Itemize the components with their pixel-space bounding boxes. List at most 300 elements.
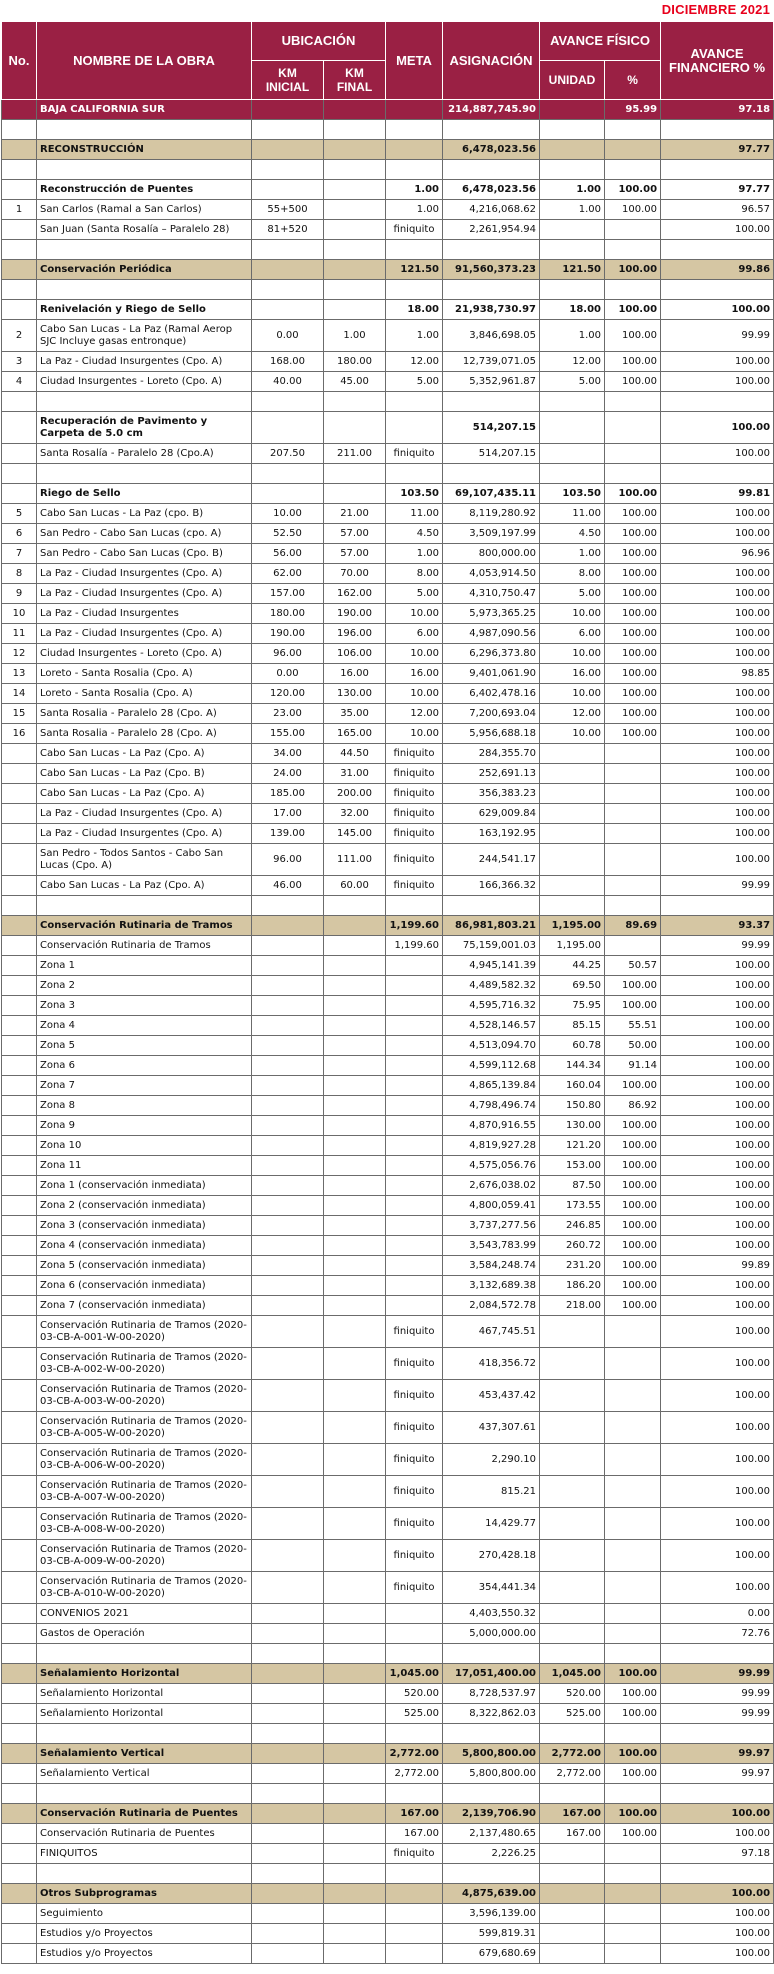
cell-pct [605, 220, 661, 240]
cell-avance-financiero: 100.00 [661, 1380, 774, 1412]
cell-km-final: 35.00 [324, 704, 386, 724]
cell-meta: 5.00 [386, 584, 443, 604]
cell-km-final [324, 1924, 386, 1944]
cell-nombre: Gastos de Operación [37, 1624, 252, 1644]
cell-no [2, 1664, 37, 1684]
prog-row [2, 1664, 774, 1684]
cell-unidad [540, 1380, 605, 1412]
cell-km-inicial [252, 996, 324, 1016]
cell-no: 4 [2, 372, 37, 392]
cell-asignacion: 437,307.61 [443, 1412, 540, 1444]
cell-meta [386, 976, 443, 996]
state-row [2, 100, 774, 120]
cell-meta: 18.00 [386, 300, 443, 320]
cell-km-final [324, 916, 386, 936]
cell-pct [605, 1540, 661, 1572]
cell-nombre: Señalamiento Vertical [37, 1744, 252, 1764]
cell-asignacion: 284,355.70 [443, 744, 540, 764]
cell-km-final [324, 936, 386, 956]
table-row [2, 804, 774, 824]
cell-no [2, 140, 37, 160]
cell-unidad [540, 1348, 605, 1380]
cell-km-inicial [252, 1624, 324, 1644]
cell-km-final [324, 896, 386, 916]
cell-km-final: 130.00 [324, 684, 386, 704]
cell-no [2, 1644, 37, 1664]
cell-avance-financiero: 100.00 [661, 1036, 774, 1056]
cell-km-final: 31.00 [324, 764, 386, 784]
cell-km-inicial [252, 956, 324, 976]
cell-no [2, 1744, 37, 1764]
cell-km-inicial [252, 100, 324, 120]
cell-unidad: 16.00 [540, 664, 605, 684]
cell-meta [386, 1924, 443, 1944]
cell-km-inicial [252, 1904, 324, 1924]
cell-asignacion: 4,945,141.39 [443, 956, 540, 976]
cell-km-final [324, 100, 386, 120]
cell-unidad: 160.04 [540, 1076, 605, 1096]
cell-no: 15 [2, 704, 37, 724]
table-row [2, 1348, 774, 1380]
cell-km-inicial: 96.00 [252, 844, 324, 876]
cell-unidad [540, 392, 605, 412]
table-row [2, 996, 774, 1016]
cell-meta [386, 140, 443, 160]
cell-no [2, 1116, 37, 1136]
cell-unidad: 260.72 [540, 1236, 605, 1256]
cell-km-inicial [252, 1196, 324, 1216]
cell-asignacion: 4,216,068.62 [443, 200, 540, 220]
cell-unidad [540, 824, 605, 844]
cell-asignacion: 3,584,248.74 [443, 1256, 540, 1276]
cell-km-inicial: 185.00 [252, 784, 324, 804]
cell-meta [386, 1296, 443, 1316]
cell-unidad [540, 1572, 605, 1604]
cell-nombre: Zona 4 [37, 1016, 252, 1036]
cell-avance-financiero: 99.86 [661, 260, 774, 280]
report-date: DICIEMBRE 2021 [661, 2, 770, 17]
cell-km-final: 162.00 [324, 584, 386, 604]
cell-meta: 520.00 [386, 1684, 443, 1704]
prog-row [2, 1884, 774, 1904]
table-row [2, 824, 774, 844]
cell-asignacion: 7,200,693.04 [443, 704, 540, 724]
table-row [2, 1176, 774, 1196]
cell-avance-financiero: 100.00 [661, 1196, 774, 1216]
cell-asignacion [443, 240, 540, 260]
cell-asignacion: 8,119,280.92 [443, 504, 540, 524]
cell-asignacion: 4,798,496.74 [443, 1096, 540, 1116]
cell-km-final [324, 1944, 386, 1964]
table-row [2, 1604, 774, 1624]
cell-unidad: 167.00 [540, 1824, 605, 1844]
cell-no [2, 1844, 37, 1864]
table-row [2, 200, 774, 220]
cell-meta [386, 120, 443, 140]
cell-km-final: 196.00 [324, 624, 386, 644]
cell-pct: 100.00 [605, 1196, 661, 1216]
cell-no [2, 956, 37, 976]
cell-avance-financiero: 99.99 [661, 320, 774, 352]
cell-meta: finiquito [386, 1412, 443, 1444]
cell-km-final: 165.00 [324, 724, 386, 744]
cell-asignacion: 4,599,112.68 [443, 1056, 540, 1076]
cell-meta [386, 1176, 443, 1196]
cell-km-final [324, 1156, 386, 1176]
cell-avance-financiero: 100.00 [661, 624, 774, 644]
cell-unidad: 6.00 [540, 624, 605, 644]
cell-avance-financiero: 99.99 [661, 936, 774, 956]
cell-pct: 100.00 [605, 1664, 661, 1684]
header-asignacion: ASIGNACIÓN [443, 22, 540, 100]
cell-nombre: Conservación Rutinaria de Puentes [37, 1824, 252, 1844]
cell-km-inicial [252, 1824, 324, 1844]
cell-nombre: CONVENIOS 2021 [37, 1604, 252, 1624]
table-row [2, 684, 774, 704]
cell-avance-financiero: 100.00 [661, 724, 774, 744]
cell-asignacion: 4,310,750.47 [443, 584, 540, 604]
cell-no [2, 1572, 37, 1604]
table-row [2, 444, 774, 464]
cell-avance-financiero [661, 392, 774, 412]
cell-no [2, 764, 37, 784]
cell-pct: 100.00 [605, 564, 661, 584]
cell-meta [386, 280, 443, 300]
cell-pct: 100.00 [605, 1744, 661, 1764]
cell-no [2, 280, 37, 300]
cell-km-final [324, 1844, 386, 1864]
cell-pct [605, 1784, 661, 1804]
cell-km-final [324, 1572, 386, 1604]
cell-nombre: Señalamiento Horizontal [37, 1704, 252, 1724]
cell-km-final [324, 1276, 386, 1296]
cell-no [2, 1764, 37, 1784]
cell-avance-financiero: 100.00 [661, 584, 774, 604]
cell-no [2, 1276, 37, 1296]
cell-asignacion: 4,403,550.32 [443, 1604, 540, 1624]
cell-no [2, 1884, 37, 1904]
cell-pct: 100.00 [605, 524, 661, 544]
cell-asignacion: 2,137,480.65 [443, 1824, 540, 1844]
cell-unidad [540, 444, 605, 464]
cell-km-inicial: 190.00 [252, 624, 324, 644]
cell-km-final [324, 1804, 386, 1824]
cell-nombre [37, 1864, 252, 1884]
table-row [2, 844, 774, 876]
cell-asignacion: 2,226.25 [443, 1844, 540, 1864]
cell-km-final: 32.00 [324, 804, 386, 824]
cell-no [2, 916, 37, 936]
cell-unidad [540, 896, 605, 916]
cell-km-inicial [252, 1176, 324, 1196]
cell-avance-financiero: 99.99 [661, 1704, 774, 1724]
cell-km-inicial: 0.00 [252, 664, 324, 684]
cell-km-final [324, 976, 386, 996]
cell-avance-financiero: 99.99 [661, 876, 774, 896]
cell-nombre [37, 240, 252, 260]
cell-asignacion: 4,595,716.32 [443, 996, 540, 1016]
cell-avance-financiero: 100.00 [661, 1412, 774, 1444]
cell-asignacion: 4,528,146.57 [443, 1016, 540, 1036]
cell-pct [605, 1444, 661, 1476]
cell-no [2, 1540, 37, 1572]
cell-avance-financiero: 100.00 [661, 1216, 774, 1236]
cell-km-final: 44.50 [324, 744, 386, 764]
cell-asignacion: 4,053,914.50 [443, 564, 540, 584]
cell-unidad: 18.00 [540, 300, 605, 320]
cell-avance-financiero: 100.00 [661, 1824, 774, 1844]
cell-km-inicial: 52.50 [252, 524, 324, 544]
cell-nombre: Señalamiento Horizontal [37, 1684, 252, 1704]
table-row [2, 1296, 774, 1316]
cell-km-inicial [252, 260, 324, 280]
cell-pct: 50.57 [605, 956, 661, 976]
cell-avance-financiero: 99.89 [661, 1256, 774, 1276]
cell-meta: 1.00 [386, 180, 443, 200]
cell-nombre: FINIQUITOS [37, 1844, 252, 1864]
cell-nombre: Cabo San Lucas - La Paz (Cpo. A) [37, 744, 252, 764]
cell-nombre: Zona 5 (conservación inmediata) [37, 1256, 252, 1276]
cell-meta: 5.00 [386, 372, 443, 392]
cell-no [2, 1724, 37, 1744]
cell-asignacion: 5,800,800.00 [443, 1764, 540, 1784]
cell-asignacion: 6,478,023.56 [443, 140, 540, 160]
cell-nombre: Loreto - Santa Rosalia (Cpo. A) [37, 684, 252, 704]
cell-nombre: Zona 7 (conservación inmediata) [37, 1296, 252, 1316]
cell-meta [386, 1196, 443, 1216]
cell-nombre: Otros Subprogramas [37, 1884, 252, 1904]
cell-avance-financiero: 100.00 [661, 976, 774, 996]
cell-avance-financiero: 100.00 [661, 1348, 774, 1380]
cell-km-inicial [252, 1216, 324, 1236]
cell-nombre: San Juan (Santa Rosalía – Paralelo 28) [37, 220, 252, 240]
cell-meta [386, 996, 443, 1016]
cell-km-inicial [252, 392, 324, 412]
cell-pct: 100.00 [605, 1076, 661, 1096]
cell-km-inicial [252, 1116, 324, 1136]
table-row [2, 524, 774, 544]
cell-nombre: Conservación Rutinaria de Tramos (2020-03-CB-A-009-W-00-2020) [37, 1540, 252, 1572]
cell-unidad: 12.00 [540, 352, 605, 372]
cell-unidad [540, 1412, 605, 1444]
cell-pct [605, 1904, 661, 1924]
cell-avance-financiero: 100.00 [661, 1156, 774, 1176]
cell-avance-financiero: 100.00 [661, 784, 774, 804]
cell-avance-financiero: 100.00 [661, 1116, 774, 1136]
cell-nombre: Zona 10 [37, 1136, 252, 1156]
cell-avance-financiero: 100.00 [661, 1076, 774, 1096]
cell-km-final: 180.00 [324, 352, 386, 372]
table-row [2, 876, 774, 896]
cell-no [2, 484, 37, 504]
cell-nombre: La Paz - Ciudad Insurgentes (Cpo. A) [37, 824, 252, 844]
cell-pct: 100.00 [605, 604, 661, 624]
cell-unidad: 10.00 [540, 604, 605, 624]
cell-pct [605, 280, 661, 300]
cell-avance-financiero [661, 1784, 774, 1804]
cell-pct [605, 464, 661, 484]
cell-km-final [324, 1724, 386, 1744]
cell-avance-financiero: 100.00 [661, 352, 774, 372]
cell-pct: 100.00 [605, 1276, 661, 1296]
cell-unidad [540, 1724, 605, 1744]
cell-no [2, 1348, 37, 1380]
cell-no [2, 260, 37, 280]
table-row [2, 604, 774, 624]
cell-km-final: 211.00 [324, 444, 386, 464]
cell-asignacion: 800,000.00 [443, 544, 540, 564]
header-nombre: NOMBRE DE LA OBRA [37, 22, 252, 100]
cell-meta: finiquito [386, 1316, 443, 1348]
cell-km-inicial [252, 1784, 324, 1804]
cell-km-final: 21.00 [324, 504, 386, 524]
cell-avance-financiero: 100.00 [661, 1508, 774, 1540]
cell-no [2, 1804, 37, 1824]
cell-no [2, 1216, 37, 1236]
table-row [2, 1236, 774, 1256]
cell-km-final [324, 1476, 386, 1508]
cell-unidad [540, 1604, 605, 1624]
cell-km-final [324, 1644, 386, 1664]
cell-pct: 100.00 [605, 504, 661, 524]
spacer-row [2, 240, 774, 260]
spacer-row [2, 280, 774, 300]
cell-pct [605, 744, 661, 764]
table-row [2, 220, 774, 240]
cell-km-final [324, 260, 386, 280]
cell-km-inicial: 46.00 [252, 876, 324, 896]
cell-avance-financiero: 100.00 [661, 956, 774, 976]
table-row [2, 1684, 774, 1704]
cell-pct: 100.00 [605, 1156, 661, 1176]
cell-km-final [324, 1316, 386, 1348]
cell-no [2, 1412, 37, 1444]
cell-unidad [540, 744, 605, 764]
table-row [2, 1156, 774, 1176]
cell-km-final [324, 996, 386, 1016]
cell-km-final: 16.00 [324, 664, 386, 684]
cell-pct: 100.00 [605, 260, 661, 280]
cell-avance-financiero: 100.00 [661, 604, 774, 624]
header-km-final: KM FINAL [324, 61, 386, 100]
cell-km-inicial [252, 1724, 324, 1744]
cell-avance-financiero: 100.00 [661, 412, 774, 444]
cell-meta [386, 1864, 443, 1884]
cell-no [2, 180, 37, 200]
cell-km-final: 200.00 [324, 784, 386, 804]
cell-avance-financiero: 96.57 [661, 200, 774, 220]
cell-no: 7 [2, 544, 37, 564]
cell-km-inicial [252, 1540, 324, 1572]
cell-km-inicial [252, 160, 324, 180]
cell-nombre: San Pedro - Todos Santos - Cabo San Lucas (Cpo. A) [37, 844, 252, 876]
cell-avance-financiero: 100.00 [661, 444, 774, 464]
cell-meta: 1,199.60 [386, 916, 443, 936]
cell-meta: 525.00 [386, 1704, 443, 1724]
header-avance-fisico: AVANCE FÍSICO [540, 22, 661, 61]
cell-no [2, 1784, 37, 1804]
table-row [2, 1824, 774, 1844]
cell-asignacion: 6,478,023.56 [443, 180, 540, 200]
cell-unidad: 87.50 [540, 1176, 605, 1196]
cell-unidad [540, 140, 605, 160]
cell-asignacion: 3,543,783.99 [443, 1236, 540, 1256]
cell-nombre [37, 1644, 252, 1664]
cell-no [2, 1236, 37, 1256]
cell-pct [605, 1924, 661, 1944]
cell-asignacion: 4,513,094.70 [443, 1036, 540, 1056]
cell-pct: 100.00 [605, 180, 661, 200]
cell-pct [605, 140, 661, 160]
cell-pct [605, 1476, 661, 1508]
cell-no: 14 [2, 684, 37, 704]
cell-km-inicial [252, 412, 324, 444]
cell-meta [386, 1216, 443, 1236]
cell-unidad: 75.95 [540, 996, 605, 1016]
prog-row [2, 140, 774, 160]
cell-avance-financiero: 100.00 [661, 372, 774, 392]
cell-nombre: Zona 4 (conservación inmediata) [37, 1236, 252, 1256]
cell-no [2, 1944, 37, 1964]
cell-avance-financiero: 100.00 [661, 504, 774, 524]
spacer-row [2, 1644, 774, 1664]
spacer-row [2, 392, 774, 412]
cell-nombre: Cabo San Lucas - La Paz (Cpo. A) [37, 784, 252, 804]
cell-km-inicial: 34.00 [252, 744, 324, 764]
prog-row [2, 1744, 774, 1764]
prog-row [2, 1804, 774, 1824]
cell-unidad: 144.34 [540, 1056, 605, 1076]
cell-km-inicial [252, 1016, 324, 1036]
header-km-inicial: KM INICIAL [252, 61, 324, 100]
cell-unidad: 173.55 [540, 1196, 605, 1216]
cell-nombre: Zona 2 (conservación inmediata) [37, 1196, 252, 1216]
cell-no [2, 1256, 37, 1276]
cell-pct [605, 936, 661, 956]
cell-nombre: Zona 8 [37, 1096, 252, 1116]
cell-no [2, 120, 37, 140]
cell-nombre: Estudios y/o Proyectos [37, 1924, 252, 1944]
cell-unidad [540, 1784, 605, 1804]
cell-km-final [324, 120, 386, 140]
cell-unidad [540, 844, 605, 876]
cell-km-inicial [252, 1884, 324, 1904]
cell-no: 11 [2, 624, 37, 644]
cell-unidad [540, 1904, 605, 1924]
cell-km-final [324, 1256, 386, 1276]
cell-asignacion: 8,322,862.03 [443, 1704, 540, 1724]
cell-km-inicial [252, 464, 324, 484]
cell-pct [605, 240, 661, 260]
cell-asignacion: 3,846,698.05 [443, 320, 540, 352]
cell-km-final [324, 1056, 386, 1076]
spacer-row [2, 120, 774, 140]
cell-unidad: 60.78 [540, 1036, 605, 1056]
cell-pct [605, 120, 661, 140]
cell-avance-financiero: 100.00 [661, 996, 774, 1016]
table-row [2, 1056, 774, 1076]
cell-nombre: Zona 3 [37, 996, 252, 1016]
cell-km-final [324, 1036, 386, 1056]
cell-nombre: Zona 9 [37, 1116, 252, 1136]
cell-unidad: 10.00 [540, 644, 605, 664]
cell-nombre: Zona 1 (conservación inmediata) [37, 1176, 252, 1196]
cell-asignacion: 86,981,803.21 [443, 916, 540, 936]
cell-nombre: Cabo San Lucas - La Paz (Ramal Aerop SJC Incluye gasas entronque) [37, 320, 252, 352]
cell-no [2, 844, 37, 876]
cell-nombre: La Paz - Ciudad Insurgentes (Cpo. A) [37, 564, 252, 584]
table-row [2, 664, 774, 684]
